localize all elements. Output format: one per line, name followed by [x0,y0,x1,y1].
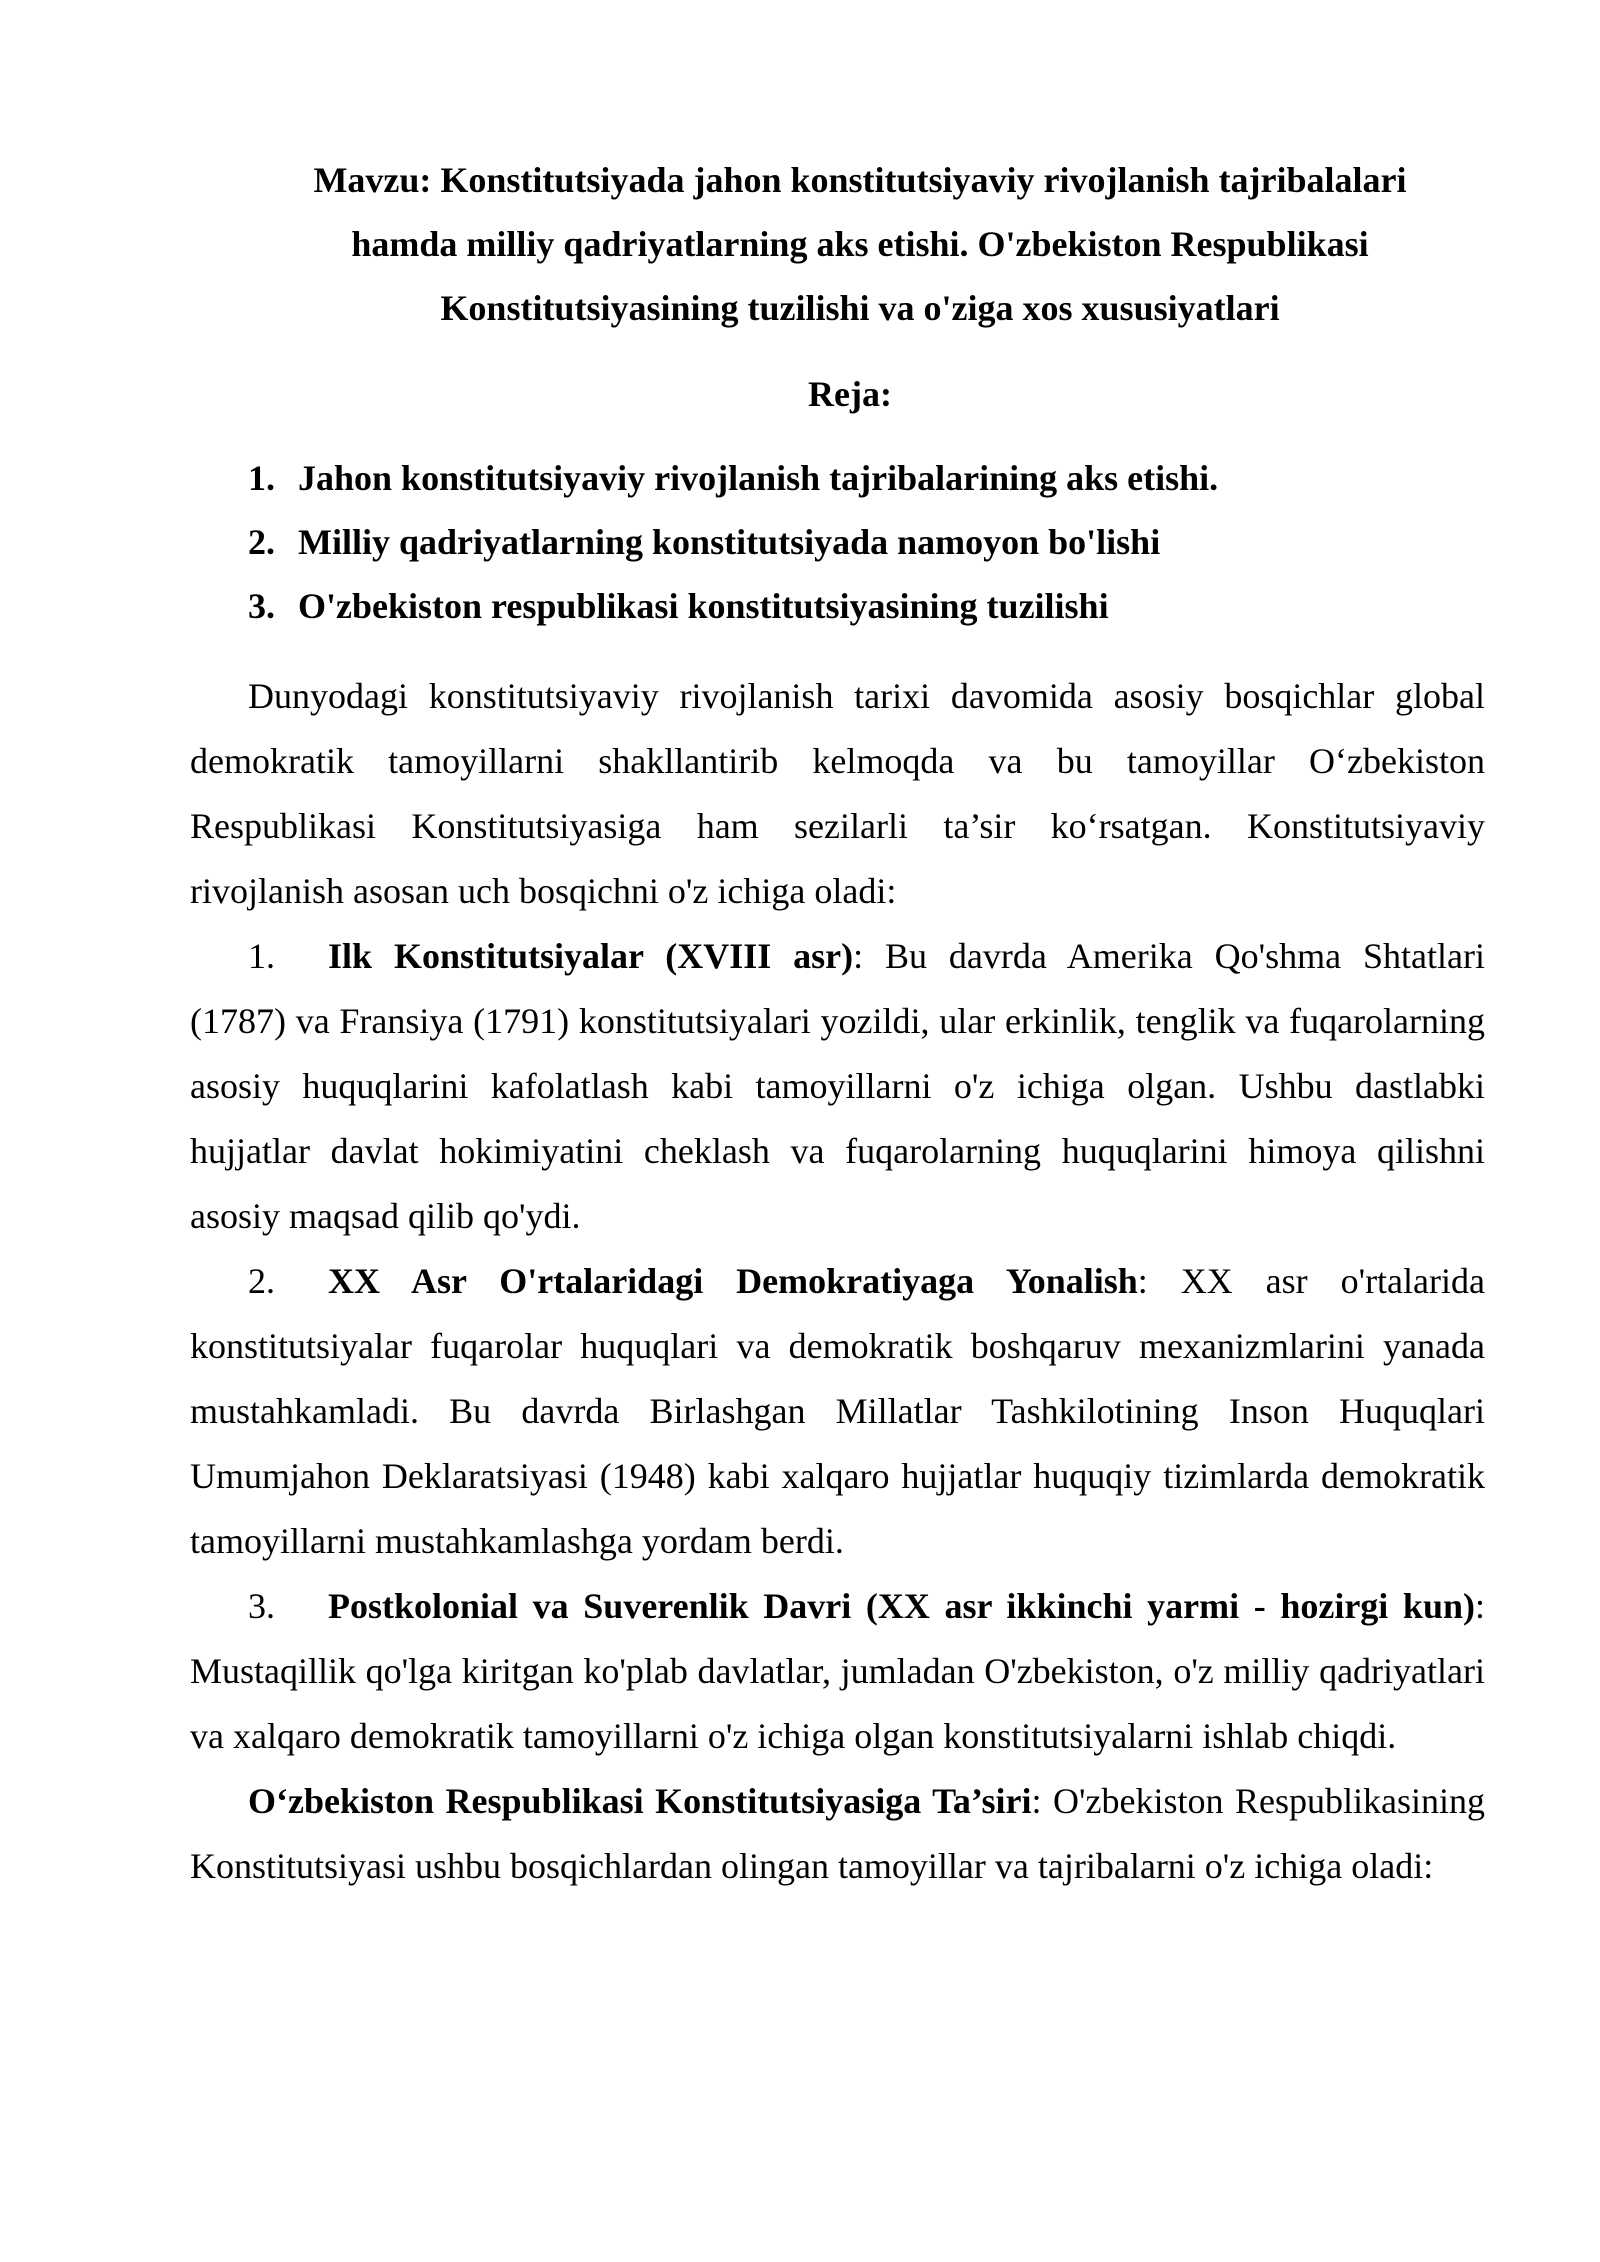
stage-title: Postkolonial va Suverenlik Davri (XX asr ikkinchi yarmi - hozirgi kun) [328,1586,1475,1626]
plan-heading: Reja: [808,374,892,414]
stage-title: XX Asr O'rtalaridagi Demokratiyaga Yonalish [328,1261,1138,1301]
stage-text: : Bu davrda Amerika Qo'shma Shtatlari (1787) va Fransiya (1791) konstitutsiyalari yozildi, ular erkinlik, tenglik va fuqarolarning asosiy huquqlarini kafolatlash kabi tamoyillarni o'z ichiga olgan. Ushbu dastlabki hujjatlar davlat hokimiyatini cheklash va fuqarolarning huquqlarini himoya qilishni asosiy maqsad qilib qo'ydi. [190,936,1485,1236]
title-line-3: Konstitutsiyasining tuzilishi va o'ziga xos xususiyatlari [440,288,1280,328]
plan-item-number: 3. [248,586,275,626]
stage-paragraph [190,1574,1485,1769]
stage-paragraph [190,924,1485,1249]
impact-text: : O'zbekiston Respublikasining Konstitutsiyasi ushbu bosqichlardan olingan tamoyillar va tajribalarni o'z ichiga oladi: [190,1781,1485,1886]
impact-title: O‘zbekiston Respublikasi Konstitutsiyasiga Ta’siri [248,1781,1032,1821]
stage-number: 3. [248,1586,275,1626]
stage-title: Ilk Konstitutsiyalar (XVIII asr) [328,936,854,976]
plan-item-text: Milliy qadriyatlarning konstitutsiyada namoyon bo'lishi [298,522,1161,562]
plan-item [248,574,1498,638]
title-line-2: hamda milliy qadriyatlarning aks etishi. O'zbekiston Respublikasi [351,224,1369,264]
plan-item-number: 2. [248,522,275,562]
body-text [190,664,1485,1899]
plan-list [248,446,1498,638]
plan-item [248,510,1498,574]
stage-number: 2. [248,1261,275,1301]
plan-item [248,446,1498,510]
stage-paragraph [190,1249,1485,1574]
stage-number: 1. [248,936,275,976]
plan-item-text: O'zbekiston respublikasi konstitutsiyasining tuzilishi [298,586,1109,626]
document-title [190,148,1530,340]
intro-paragraph: Dunyodagi konstitutsiyaviy rivojlanish tarixi davomida asosiy bosqichlar global demokratik tamoyillarni shakllantirib kelmoqda va bu tamoyillar O‘zbekiston Respublikasi Konstitutsiyasiga ham sezilarli ta’sir ko‘rsatgan. Konstitutsiyaviy rivojlanish asosan uch bosqichni o'z ichiga oladi: [190,676,1485,911]
impact-paragraph [190,1769,1485,1899]
plan-item-text: Jahon konstitutsiyaviy rivojlanish tajribalarining aks etishi. [298,458,1219,498]
stage-text: : XX asr o'rtalarida konstitutsiyalar fuqarolar huquqlari va demokratik boshqaruv mexanizmlarini yanada mustahkamladi. Bu davrda Birlashgan Millatlar Tashkilotining Inson Huquqlari Umumjahon Deklaratsiyasi (1948) kabi xalqaro hujjatlar huquqiy tizimlarda demokratik tamoyillarni mustahkamlashga yordam berdi. [190,1261,1485,1561]
stage-text: : Mustaqillik qo'lga kiritgan ko'plab davlatlar, jumladan O'zbekiston, o'z milliy qadriyatlari va xalqaro demokratik tamoyillarni o'z ichiga olgan konstitutsiyalarni ishlab chiqdi. [190,1586,1485,1756]
title-line-1: Mavzu: Konstitutsiyada jahon konstitutsiyaviy rivojlanish tajribalalari [313,160,1407,200]
plan-item-number: 1. [248,458,275,498]
